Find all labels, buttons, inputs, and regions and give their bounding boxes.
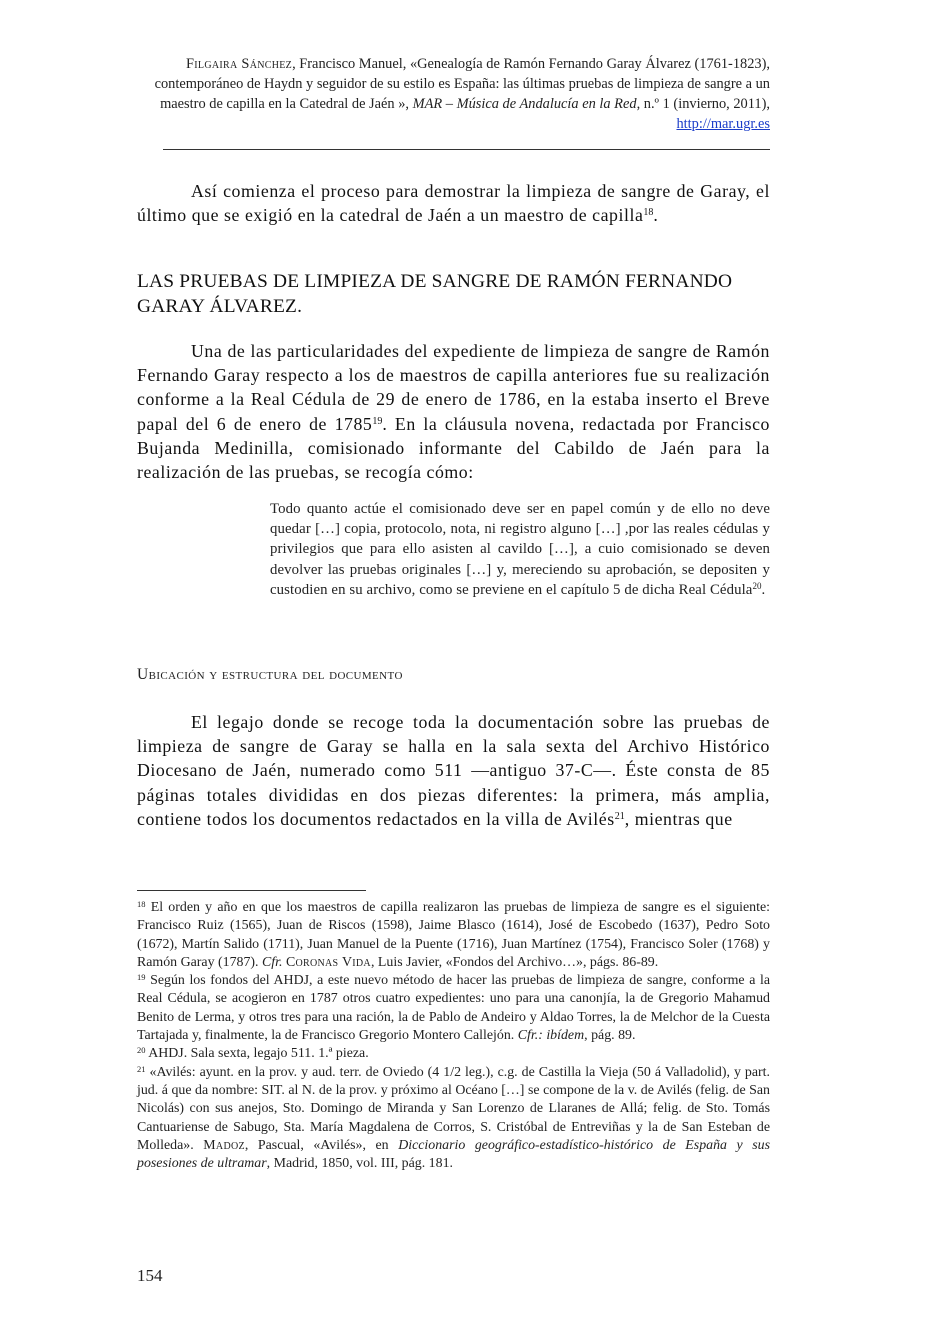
header-divider (163, 149, 770, 150)
section-heading: LAS PRUEBAS DE LIMPIEZA DE SANGRE DE RAMÓN FERNANDO GARAY ÁLVAREZ. (137, 271, 733, 317)
paragraph-3-text-b: , mientras que (624, 808, 733, 829)
footnote-number: 21 (137, 1063, 146, 1074)
footnote-text: , Madrid, 1850, vol. III, pág. 181. (266, 1156, 453, 1172)
paragraph-2 (137, 339, 770, 484)
paragraph-1-end: . (653, 205, 659, 226)
header-citation: , Francisco Manuel, «Genealogía de Ramón Fernando Garay Álvarez (1761-1823), contemporáneo de Haydn y seguidor de su estilo es España: las últimas pruebas de limpieza de sangre a un maestro de capilla en la Catedral de Jaén », (154, 56, 770, 112)
page-number: 154 (137, 1266, 163, 1285)
footnote-text: AHDJ. Sala sexta, legajo 511. 1.ª pieza. (145, 1046, 369, 1062)
footnote-18 (137, 899, 770, 972)
footnote-number: 20 (137, 1045, 146, 1056)
footnote-ref-18[interactable]: 18 (643, 207, 654, 219)
paragraph-2-text-b: . En la cláusula novena, redactada por Francisco Bujanda Medinilla, comisionado informante del Cabildo de Jaén para la realización de las pruebas, se recogía cómo: (137, 413, 770, 483)
header-issue: , n.º 1 (invierno, 2011), (636, 96, 770, 112)
paragraph-3 (137, 710, 770, 831)
footnote-ref-19[interactable]: 19 (372, 415, 383, 427)
header-journal: MAR – Música de Andalucía en la Red (412, 96, 637, 112)
footnote-text: «Avilés: ayunt. en la prov. y aud. terr. de Oviedo (4 1/2 leg.), c.g. de Castilla la Vieja (50 á Valladolid), y part. jud. á que da nombre: SIT. al N. de la prov. y próximo al Océano […] se compone de la v. de Avilés (felig. de San Nicolás) con sus anejos, Sto. Domingo de Miranda y San Lorenzo de Llaranes de Allá; felig. de Sto. Tomás Cantuariense de Sabugo, Sta. María Magdalena de Corros, S. Cristóbal de Entreviñas y la de San Esteban de Molleda». (137, 1064, 770, 1153)
footnote-author: Madoz (203, 1137, 245, 1153)
header-url-link[interactable]: http://mar.ugr.es (676, 116, 770, 132)
footnotes (137, 899, 770, 1173)
footnote-ref-21[interactable]: 21 (614, 810, 625, 822)
footnote-text: Según los fondos del AHDJ, a este nuevo método de hacer las pruebas de limpieza de sangre, conforme a la Real Cédula, se acogieron en 1787 otros cuatro expedientes: uno para una canonjía, la de Gregorio Mahamud Benito de Lerma, y otros tres para una ración, la de Pablo de Andeiro y Aldao Torres, la de Melchor de la Cuesta Tartajada y, finalmente, la de Francisco Gregorio Montero Callejón. (137, 973, 770, 1044)
header-author: Filgaira Sánchez (186, 56, 293, 72)
subsection-heading: Ubicación y estructura del documento (137, 666, 403, 683)
footnote-text: El orden y año en que los maestros de capilla realizaron las pruebas de limpieza de sangre es el siguiente: Francisco Ruiz (1565), Juan de Riscos (1598), Jaime Blasco (1614), José de Escobedo (1637), Pedro Soto (1672), Martín Salido (1711), Juan Manuel de la Puente (1716), Juan Martínez (1754), Francisco Soler (1768) y Ramón Garay (1787). (137, 900, 770, 970)
footnote-text: , Luis Javier, «Fondos del Archivo…», págs. 86-89. (370, 954, 659, 970)
footnote-text: , pág. 89. (584, 1028, 636, 1044)
footnote-number: 19 (137, 972, 146, 983)
footnote-cfr: Cfr. (261, 954, 283, 970)
footnote-cfr: Cfr.: ibídem (517, 1028, 585, 1044)
paragraph-1 (137, 179, 770, 227)
block-quote (270, 499, 770, 600)
footnote-author: Coronas Vida (285, 954, 371, 970)
block-quote-text: Todo quanto actúe el comisionado deve ser en papel común y de ello no deve quedar […] copia, protocolo, nota, ni registro alguno […] ,por las reales cédulas y privilegios que para ello asisten al cavildo […], a cuio comisionado se deven devolver las pruebas originales […] y, mereciendo su aprobación, se depositen y custodien en su archivo, como se previene en el capítulo 5 de dicha Real Cédula (270, 501, 770, 598)
footnote-book-title: Diccionario geográfico-estadístico-histórico de España y sus posesiones de ultramar (137, 1137, 771, 1172)
paragraph-3-text-a: El legajo donde se recoge toda la documentación sobre las pruebas de limpieza de sangre de Garay se halla en la sala sexta del Archivo Histórico Diocesano de Jaén, numerado como 511 —antiguo 37-C—. Éste consta de 85 páginas totales divididas en dos piezas diferentes: la primera, más amplia, contiene todos los documentos redactados en la villa de Avilés (137, 712, 770, 829)
footnote-text: , Pascual, «Avilés», en (244, 1137, 399, 1153)
footnote-19 (137, 972, 770, 1045)
block-quote-end: . (761, 581, 766, 598)
paragraph-2-text-a: Una de las particularidades del expediente de limpieza de sangre de Ramón Fernando Garay respecto a los de maestros de capilla anteriores fue su realización conforme a la Real Cédula de 29 de enero de 1786, en la estaba inserto el Breve papal del 6 de enero de 1785 (137, 341, 770, 434)
footnote-21 (137, 1064, 770, 1174)
footnote-ref-20[interactable]: 20 (752, 580, 762, 591)
footnote-20 (137, 1045, 770, 1063)
paragraph-1-text: Así comienza el proceso para demostrar la limpieza de sangre de Garay, el último que se exigió en la catedral de Jaén a un maestro de capilla (137, 181, 770, 226)
footnote-divider (137, 890, 366, 891)
footnote-number: 18 (137, 899, 146, 909)
running-header (138, 54, 770, 134)
